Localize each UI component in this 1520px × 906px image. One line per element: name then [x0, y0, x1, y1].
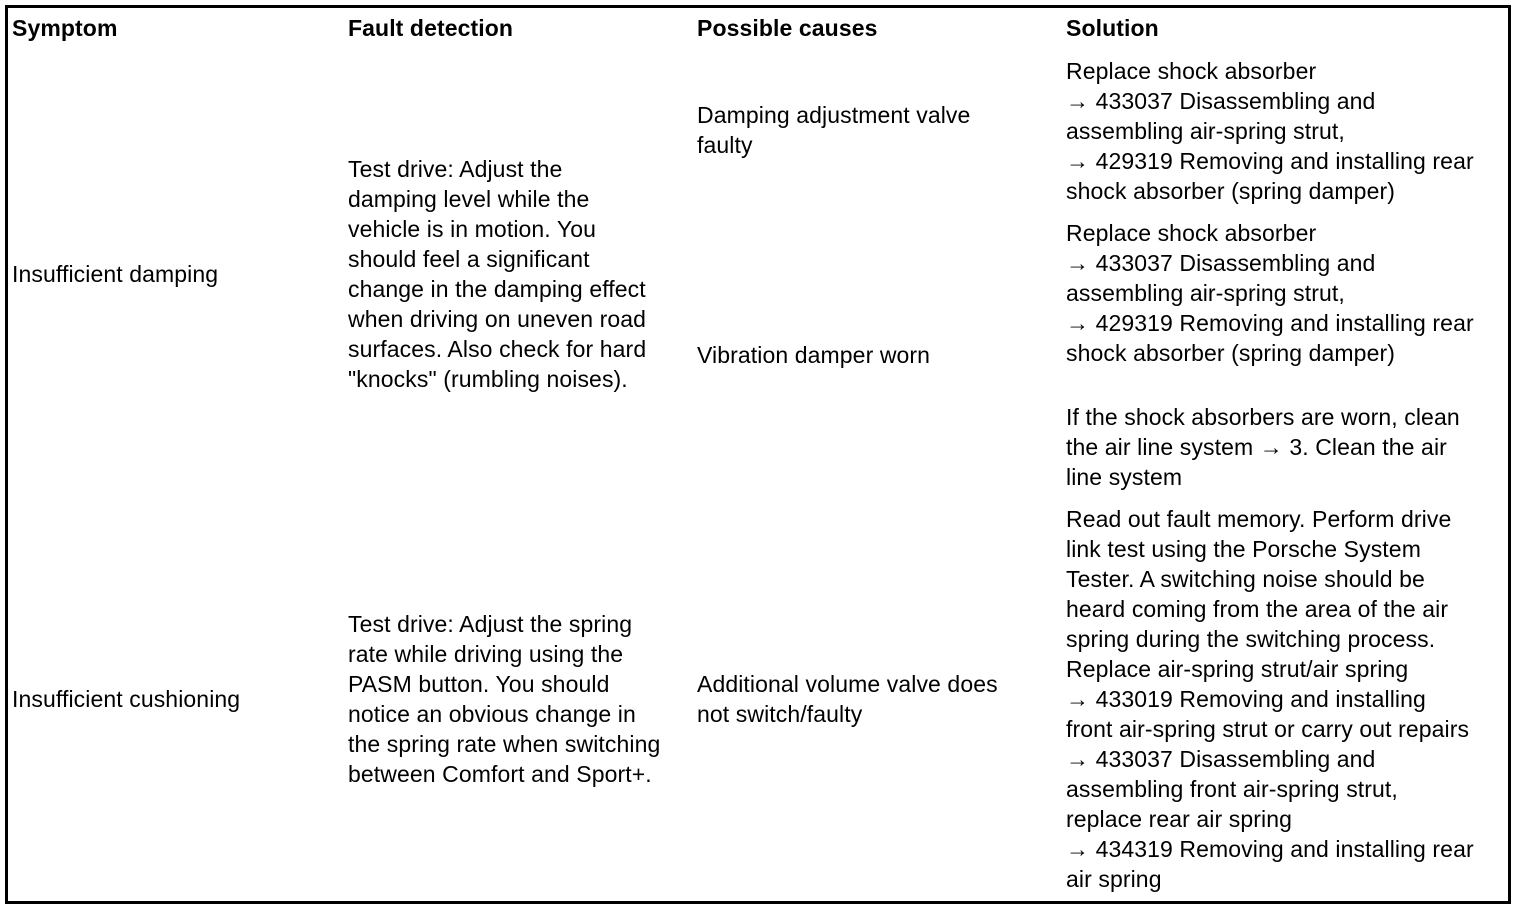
row-1-cause-1: Damping adjustment valve faulty [697, 102, 971, 158]
row-2-solution-1: Read out fault memory. Perform drive link test using the Porsche System Tester. A switching noise should be heard coming from the area of the air spring during the switching process. Replace air-spring strut/air spring → 433019 Removing and installing front air-spring strut or carry out repairs → 433037 Disassembling and assembling front air-spring strut, replace rear air spring → 434319 Removing and installing rear air spring [1066, 506, 1474, 892]
row-1-solution-2: Replace shock absorber → 433037 Disassembling and assembling air-spring strut, → 429319 Removing and installing rear shock absorber (spring damper) [1066, 220, 1474, 366]
header-symptom: Symptom [12, 15, 118, 41]
row-1-solution-2-extra: If the shock absorbers are worn, clean the air line system → 3. Clean the air line system [1066, 404, 1460, 490]
row-1-symptom: Insufficient damping [12, 261, 219, 287]
header-possible-causes: Possible causes [697, 15, 878, 41]
header-solution: Solution [1066, 15, 1159, 41]
row-2-fault-detection: Test drive: Adjust the spring rate while driving using the PASM button. You should notice an obvious change in the spring rate when switching between Comfort and Sport+. [348, 611, 661, 787]
row-1-solution-1: Replace shock absorber → 433037 Disassembling and assembling air-spring strut, → 429319 Removing and installing rear shock absorber (spring damper) [1066, 58, 1474, 204]
row-1-cause-2: Vibration damper worn [697, 342, 931, 368]
row-2-symptom: Insufficient cushioning [12, 686, 241, 712]
row-1-fault-detection: Test drive: Adjust the damping level while the vehicle is in motion. You should feel a significant change in the damping effect when driving on uneven road surfaces. Also check for hard "knocks" (rumbling noises). [348, 156, 647, 392]
row-2-cause-1: Additional volume valve does not switch/faulty [697, 671, 998, 727]
header-fault-detection: Fault detection [348, 15, 514, 41]
